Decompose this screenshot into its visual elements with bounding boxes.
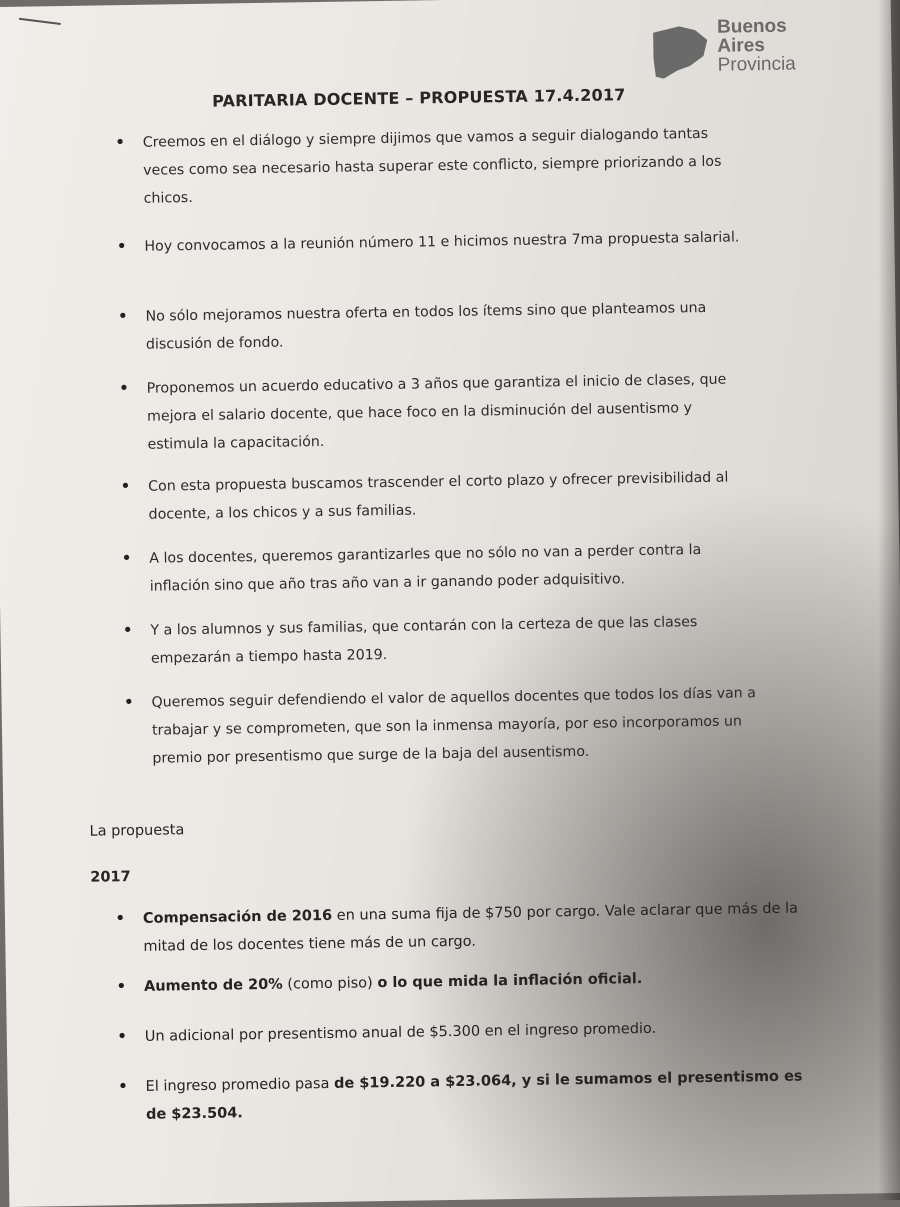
proposal-item bbox=[143, 894, 804, 960]
proposal-bold: de $19.220 a $23.064, y si le sumamos el presentismo es de $23.504. bbox=[145, 1068, 803, 1123]
proposal-item bbox=[145, 1012, 805, 1050]
bullet-item: • Proponemos un acuerdo educativo a 3 años que garantiza el inicio de clases, que mejora el salario docente, que hace foco en la disminución del ausentismo y estimula la capacitación. bbox=[146, 365, 757, 459]
bullet-item: • No sólo mejoramos nuestra oferta en todos los ítems sino que planteamos una discusión de fondo. bbox=[145, 293, 756, 359]
year-heading: 2017 bbox=[90, 869, 131, 886]
bullet-item: • Queremos seguir defendiendo el valor de aquellos docentes que todos los días van a trabajar y se comprometen, que son la inmensa mayoría, por eso incorporamos un premio por presentismo que surge de la baja del ausentismo. bbox=[151, 679, 762, 773]
bullet-item: • Y a los alumnos y sus familias, que contarán con la certeza de que las clases empezarán a tiempo hasta 2019. bbox=[150, 607, 761, 673]
bullet-item: • A los docentes, queremos garantizarles que no sólo no van a perder contra la inflación sino que año tras año van a ir ganando poder adquisitivo. bbox=[149, 535, 760, 601]
page-edge-shadow bbox=[878, 0, 900, 1200]
bullet-item: • Creemos en el diálogo y siempre dijimos que vamos a seguir dialogando tantas veces como sea necesario hasta superar este conflicto, siempre priorizando a los chicos. bbox=[143, 119, 754, 213]
proposal-item bbox=[144, 962, 804, 1000]
proposal-text: Un adicional por presentismo anual de $5.300 en el ingreso promedio. bbox=[144, 1020, 657, 1045]
province-map-icon bbox=[649, 22, 712, 81]
proposal-text: El ingreso promedio pasa bbox=[145, 1075, 335, 1095]
proposal-bold: Compensación de 2016 bbox=[142, 907, 333, 927]
bullet-item: • Hoy convocamos a la reunión número 11 e hicimos nuestra 7ma propuesta salarial. bbox=[144, 223, 754, 261]
logo-line-2: Aires bbox=[717, 34, 766, 57]
proposal-item bbox=[145, 1062, 806, 1128]
logo-line-3: Provincia bbox=[717, 53, 796, 76]
proposal-text: (como piso) bbox=[282, 975, 378, 993]
proposal-text: en una suma fija de $750 por cargo. Vale aclarar que más de la mitad de los docentes tiene más de un cargo. bbox=[143, 900, 799, 955]
logo-line-1: Buenos bbox=[716, 15, 787, 38]
section-heading: La propuesta bbox=[89, 822, 185, 840]
document-title: PARITARIA DOCENTE – PROPUESTA 17.4.2017 bbox=[211, 85, 626, 111]
bullet-item: • Con esta propuesta buscamos trascender el corto plazo y ofrecer previsibilidad al docente, a los chicos y a sus familias. bbox=[148, 463, 759, 529]
proposal-bold: o lo que mida la inflación oficial. bbox=[377, 971, 643, 992]
proposal-bold: Aumento de 20% bbox=[143, 976, 283, 995]
pen-mark bbox=[19, 18, 61, 25]
buenos-aires-logo bbox=[649, 16, 810, 89]
